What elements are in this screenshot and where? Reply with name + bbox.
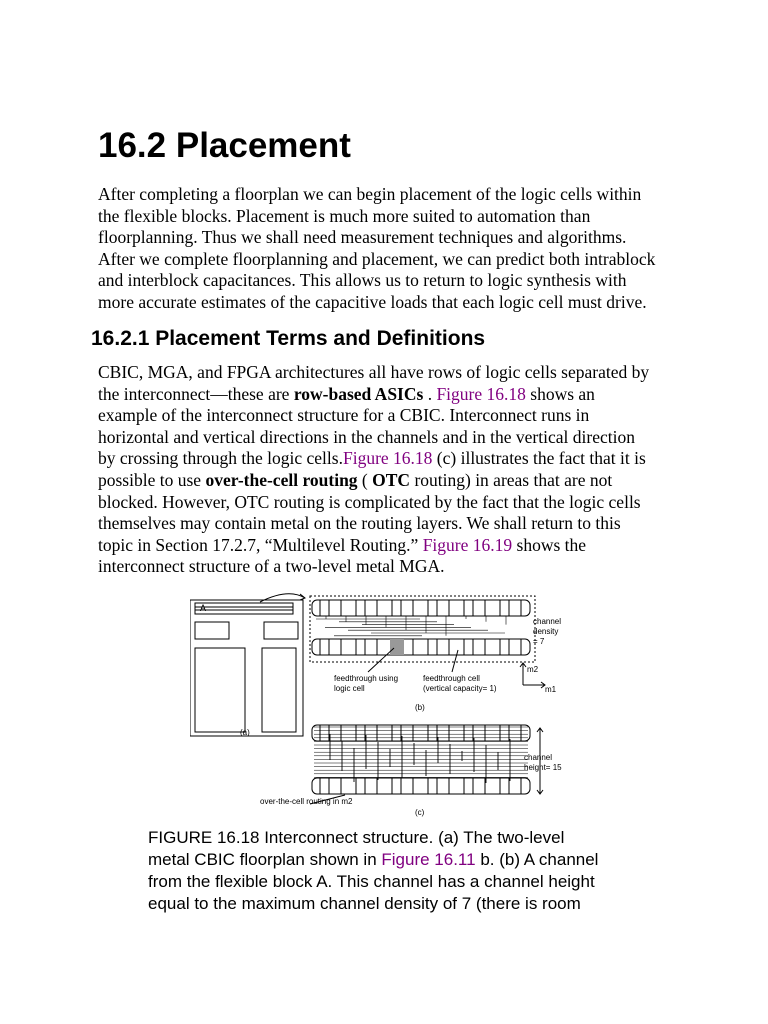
text-run: possible to use <box>98 469 206 490</box>
cell-row-bottom <box>312 639 530 655</box>
text-run: shows an <box>525 383 595 404</box>
floorplan-block <box>195 648 245 732</box>
block-a-label: A <box>200 603 207 613</box>
text-run: by crossing through the logic cells. <box>98 448 343 469</box>
text-line <box>98 448 649 470</box>
otc-cell-row-bottom <box>312 778 530 794</box>
text-run: b. (b) A channel <box>475 850 599 869</box>
text-run: metal CBIC floorplan shown in <box>148 850 382 869</box>
intro-paragraph <box>98 184 655 314</box>
channel-density-value: = 7 <box>533 637 545 646</box>
text-line: After completing a floorplan we can begin placement of the logic cells within <box>98 184 642 204</box>
text-line: and interblock capacitances. This allows us to return to logic synthesis with <box>98 270 627 291</box>
figure-16-11-link[interactable]: Figure 16.11 <box>381 850 476 869</box>
text-line: After we complete floorplanning and placement, we can predict both intrablock <box>98 248 656 269</box>
term-row-based-asics: row-based ASICs <box>293 383 424 404</box>
text-line <box>98 384 649 406</box>
text-run: the interconnect—these are <box>98 383 294 404</box>
channel-density-label: density <box>533 627 559 636</box>
figure-caption <box>148 827 598 915</box>
channel-height-label: channel <box>524 753 553 762</box>
text-line: the flexible blocks. Placement is much more suited to automation than <box>98 205 591 226</box>
zoom-arrow <box>260 594 305 602</box>
feedthrough-logic-label: feedthrough using <box>334 674 399 683</box>
text-run: routing) in areas that are not <box>410 469 613 490</box>
channel-height-value: height= 15 <box>524 763 562 772</box>
otc-routing-label: over-the-cell routing in m2 <box>260 797 353 806</box>
text-line: interconnect structure of a two-level metal MGA. <box>98 556 445 577</box>
figure-16-18-link[interactable]: Figure 16.18 <box>342 448 433 469</box>
text-run: shows the <box>512 534 587 555</box>
figure-label-b: (b) <box>415 703 425 712</box>
floorplan-block <box>262 648 296 732</box>
section-heading: 16.2 Placement <box>98 126 351 165</box>
caption-line: FIGURE 16.18 Interconnect structure. (a) The two-level <box>148 828 565 847</box>
channel-density-label: channel <box>533 617 562 626</box>
interconnect-structure-figure <box>190 588 575 820</box>
caption-line: from the flexible block A. This channel has a channel height <box>148 872 595 891</box>
text-line: example of the interconnect structure for a CBIC. Interconnect runs in <box>98 405 590 426</box>
feedthrough-cell-label: feedthrough cell <box>423 674 480 683</box>
cell-row-top <box>312 600 530 616</box>
figure-label-a: (a) <box>240 728 250 737</box>
text-line <box>98 470 649 492</box>
text-run: topic in Section 17.2.7, “Multilevel Routing.” <box>98 534 423 555</box>
text-run: ( <box>357 469 373 490</box>
flexible-block-a <box>195 603 293 614</box>
body-paragraph <box>98 362 649 578</box>
text-run: . <box>423 383 437 404</box>
text-line: CBIC, MGA, and FPGA architectures all have rows of logic cells separated by <box>98 362 650 382</box>
text-line: horizontal and vertical directions in the channels and in the vertical direction <box>98 426 635 447</box>
channel-region-outline <box>310 596 535 662</box>
feedthrough-cell-label: (vertical capacity= 1) <box>423 684 497 693</box>
text-line: floorplanning. Thus we shall need measurement techniques and algorithms. <box>98 227 627 248</box>
text-line <box>98 535 649 557</box>
m2-label: m2 <box>527 665 539 674</box>
text-run: (c) illustrates the fact that it is <box>432 448 646 469</box>
floorplan-outline <box>190 600 303 736</box>
m1-label: m1 <box>545 685 557 694</box>
figure-16-19-link[interactable]: Figure 16.19 <box>422 534 513 555</box>
floorplan-block <box>195 622 229 639</box>
feedthrough-logic-cell <box>390 639 404 655</box>
text-line: themselves may contain metal on the routing layers. We shall return to this <box>98 513 621 534</box>
term-over-the-cell-routing: over-the-cell routing <box>205 469 358 490</box>
otc-cell-row-top <box>312 725 530 741</box>
term-otc: OTC <box>372 469 411 490</box>
feedthrough-logic-label: logic cell <box>334 684 365 693</box>
floorplan-block <box>264 622 298 639</box>
subsection-heading: 16.2.1 Placement Terms and Definitions <box>91 327 486 350</box>
figure-label-c: (c) <box>415 808 425 817</box>
caption-line <box>148 849 598 871</box>
figure-16-18-link[interactable]: Figure 16.18 <box>436 383 526 404</box>
text-line: more accurate estimates of the capacitive loads that each logic cell must drive. <box>98 291 647 312</box>
text-line: blocked. However, OTC routing is complicated by the fact that the logic cells <box>98 491 641 512</box>
caption-line: equal to the maximum channel density of 7 (there is room <box>148 894 581 913</box>
